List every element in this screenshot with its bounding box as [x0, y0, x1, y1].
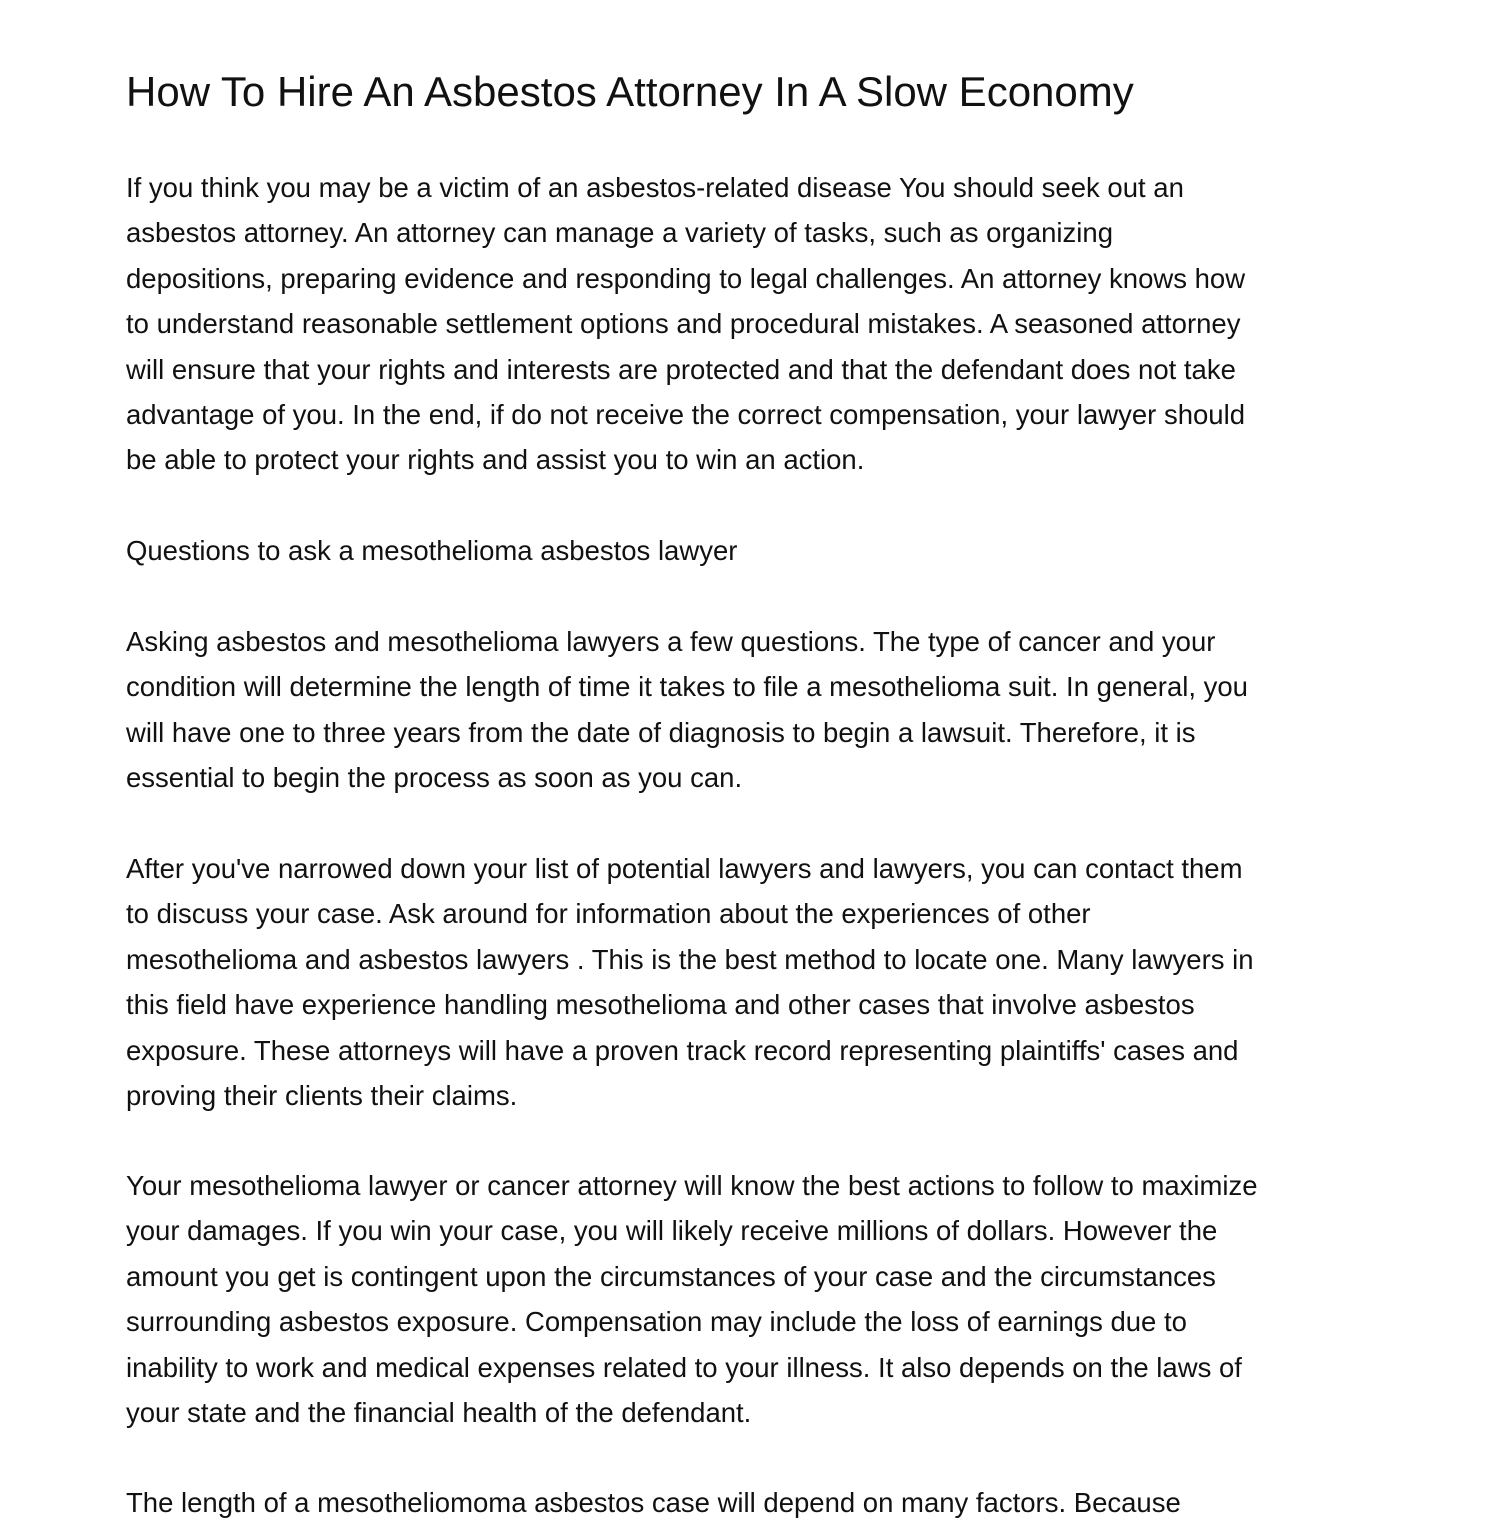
paragraph-damages — [126, 1163, 1386, 1435]
text-line: be able to protect your rights and assist you to win an action. — [126, 444, 865, 476]
text-line: If you think you may be a victim of an asbestos-related disease You should seek out an — [126, 172, 1184, 203]
text-line: mesothelioma and asbestos lawyers . This is the best method to locate one. Many lawyers in — [126, 943, 1254, 975]
text-line: exposure. These attorneys will have a proven track record representing plaintiffs' cases and — [126, 1034, 1239, 1066]
section-heading — [126, 528, 1386, 573]
text-line: your damages. If you win your case, you will likely receive millions of dollars. However the — [126, 1215, 1218, 1247]
text-line: will have one to three years from the date of diagnosis to begin a lawsuit. Therefore, it is — [126, 716, 1196, 748]
text-line: this field have experience handling mesothelioma and other cases that involve asbestos — [126, 989, 1195, 1021]
text-line: depositions, preparing evidence and responding to legal challenges. An attorney knows how — [126, 262, 1246, 294]
text-line: to understand reasonable settlement options and procedural mistakes. A seasoned attorney — [126, 308, 1241, 340]
text-line: to discuss your case. Ask around for information about the experiences of other — [126, 898, 1091, 930]
text-line: advantage of you. In the end, if do not receive the correct compensation, your lawyer should — [126, 399, 1246, 431]
text-line: amount you get is contingent upon the circumstances of your case and the circumstances — [126, 1260, 1216, 1292]
text-line: condition will determine the length of time it takes to file a mesothelioma suit. In general, you — [126, 671, 1248, 703]
text-line: proving their clients their claims. — [126, 1080, 518, 1112]
paragraph-questions — [126, 619, 1386, 801]
paragraph-contact — [126, 846, 1386, 1118]
text-line: After you've narrowed down your list of potential lawyers and lawyers, you can contact them — [126, 853, 1243, 884]
text-line: inability to work and medical expenses related to your illness. It also depends on the laws of — [126, 1351, 1242, 1383]
text-line: Asking asbestos and mesothelioma lawyers a few questions. The type of cancer and your — [126, 626, 1216, 657]
paragraph-intro — [126, 165, 1386, 483]
text-line: Questions to ask a mesothelioma asbestos lawyer — [126, 535, 738, 566]
paragraph-length-cutoff — [126, 1480, 1386, 1525]
text-line: your state and the financial health of the defendant. — [126, 1397, 752, 1429]
text-line: The length of a mesotheliomoma asbestos case will depend on many factors. Because — [126, 1487, 1181, 1518]
page-title: How To Hire An Asbestos Attorney In A Slow Economy — [126, 68, 1134, 115]
text-line: essential to begin the process as soon as you can. — [126, 762, 743, 794]
text-line: will ensure that your rights and interests are protected and that the defendant does not take — [126, 353, 1236, 385]
text-line: Your mesothelioma lawyer or cancer attorney will know the best actions to follow to maximize — [126, 1170, 1258, 1201]
text-line: asbestos attorney. An attorney can manage a variety of tasks, such as organizing — [126, 217, 1113, 249]
text-line: surrounding asbestos exposure. Compensation may include the loss of earnings due to — [126, 1306, 1187, 1338]
